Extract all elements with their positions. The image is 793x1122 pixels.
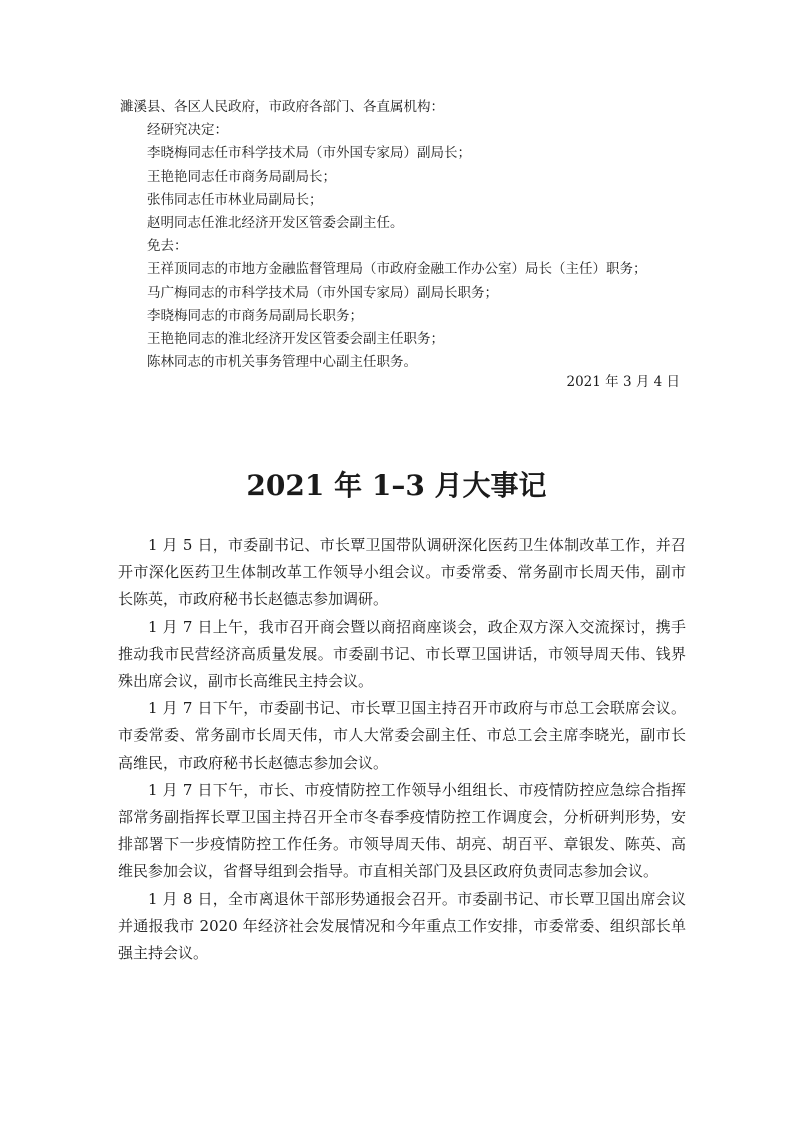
- appointment-item: 李晓梅同志任市科学技术局（市外国专家局）副局长；: [147, 145, 471, 162]
- event-paragraph: 1 月 5 日，市委副书记、市长覃卫国带队调研深化医药卫生体制改革工作，并召开市深化医药卫生体制改革工作领导小组会议。市委常委、常务副市长周天伟，副市长陈英，市政府秘书长赵德志参加调研。: [118, 536, 686, 609]
- event-paragraph: 1 月 8 日，全市离退休干部形势通报会召开。市委副书记、市长覃卫国出席会议并通报我市 2020 年经济社会发展情况和今年重点工作安排，市委常委、组织部长单强主持会议。: [118, 889, 686, 963]
- removal-item: 李晓梅同志的市商务局副局长职务；: [147, 307, 363, 324]
- removal-intro: 免去：: [147, 238, 188, 255]
- appointment-item: 王艳艳同志任市商务局副局长；: [147, 168, 336, 185]
- events-body: [118, 532, 686, 967]
- notice-addressee: 濉溪县、各区人民政府，市政府各部门、各直属机构：: [120, 99, 444, 115]
- decision-intro: 经研究决定：: [147, 122, 228, 139]
- appointment-notice: [120, 96, 680, 374]
- event-paragraph: 1 月 7 日下午，市长、市疫情防控工作领导小组组长、市疫情防控应急综合指挥部常务副指挥长覃卫国主持召开全市冬春季疫情防控工作调度会，分析研判形势，安排部署下一步疫情防控工作任务。市领导周天伟、胡亮、胡百平、章银发、陈英、高维民参加会议，省督导组到会指导。市直相关部门及县区政府负责同志参加会议。: [118, 780, 686, 881]
- appointment-item: 赵明同志任淮北经济开发区管委会副主任。: [147, 214, 404, 231]
- removal-item: 马广梅同志的市科学技术局（市外国专家局）副局长职务；: [147, 284, 498, 301]
- removal-item: 王祥顶同志的市地方金融监督管理局（市政府金融工作办公室）局长（主任）职务；: [147, 261, 647, 278]
- section-title: 2021 年 1–3 月大事记: [246, 469, 547, 502]
- removal-item: 陈林同志的市机关事务管理中心副主任职务。: [147, 354, 417, 371]
- removal-item: 王艳艳同志的淮北经济开发区管委会副主任职务；: [147, 330, 444, 347]
- appointment-item: 张伟同志任市林业局副局长；: [147, 191, 323, 208]
- notice-date: 2021 年 3 月 4 日: [566, 374, 680, 390]
- event-paragraph: 1 月 7 日上午，我市召开商会暨以商招商座谈会，政企双方深入交流探讨，携手推动我市民营经济高质量发展。市委副书记、市长覃卫国讲话，市领导周天伟、钱界殊出席会议，副市长高维民主持会议。: [118, 617, 686, 691]
- event-paragraph: 1 月 7 日下午，市委副书记、市长覃卫国主持召开市政府与市总工会联席会议。市委常委、常务副市长周天伟，市人大常委会副主任、市总工会主席李晓光，副市长高维民，市政府秘书长赵德志参加会议。: [118, 699, 686, 772]
